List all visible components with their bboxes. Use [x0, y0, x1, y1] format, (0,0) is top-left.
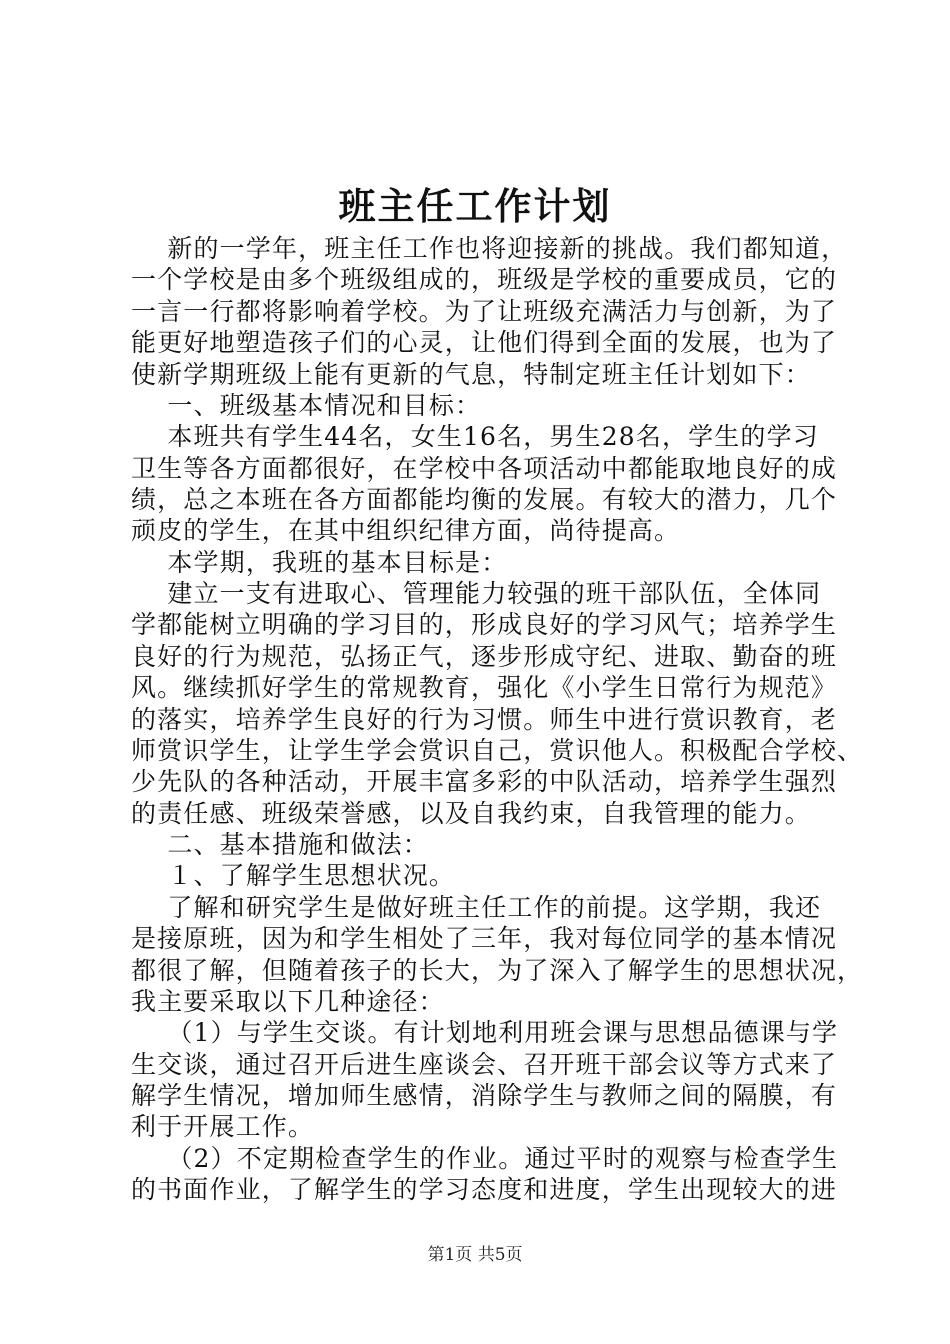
document-title: 班主任工作计划 [338, 184, 612, 228]
text-line: 我主要采取以下几种途径： [131, 987, 445, 1016]
text-line: 一个学校是由多个班级组成的，班级是学校的重要成员，它的 [131, 265, 838, 294]
text-line: 能更好地塑造孩子们的心灵，让他们得到全面的发展，也为了 [131, 328, 838, 357]
text-line: 少先队的各种活动，开展丰富多彩的中队活动，培养学生强烈 [131, 767, 838, 796]
text-line: 本班共有学生44名，女生16名，男生28名，学生的学习 [131, 422, 819, 451]
text-line: 一、班级基本情况和目标： [131, 391, 482, 420]
text-line: （1）与学生交谈。有计划地利用班会课与思想品德课与学 [131, 1018, 839, 1047]
text-line: 绩，总之本班在各方面都能均衡的发展。有较大的潜力，几个 [131, 485, 838, 514]
text-line: 是接原班，因为和学生相处了三年，我对每位同学的基本情况 [131, 924, 838, 953]
text-line: 风。继续抓好学生的常规教育，强化《小学生日常行为规范》 [131, 673, 838, 702]
text-line: １、了解学生思想状况。 [131, 861, 456, 890]
text-line: 的落实，培养学生良好的行为习惯。师生中进行赏识教育，老 [131, 705, 838, 734]
text-line: 二、基本措施和做法： [131, 830, 429, 859]
text-line: 新的一学年，班主任工作也将迎接新的挑战。我们都知道， [131, 234, 848, 263]
text-line: 卫生等各方面都很好，在学校中各项活动中都能取地良好的成 [131, 454, 838, 483]
text-line: 使新学期班级上能有更新的气息，特制定班主任计划如下： [131, 360, 811, 389]
text-line: 本学期，我班的基本目标是： [131, 548, 508, 577]
text-line: 顽皮的学生，在其中组织纪律方面，尚待提高。 [131, 516, 681, 545]
text-line: 了解和研究学生是做好班主任工作的前提。这学期，我还 [131, 893, 822, 922]
text-line: 学都能树立明确的学习目的，形成良好的学习风气；培养学生 [131, 610, 838, 639]
text-line: （2）不定期检查学生的作业。通过平时的观察与检查学生 [131, 1144, 839, 1173]
text-line: 都很了解，但随着孩子的长大，为了深入了解学生的思想状况， [131, 956, 864, 985]
text-line: 生交谈，通过召开后进生座谈会、召开班干部会议等方式来了 [131, 1050, 838, 1079]
text-line: 建立一支有进取心、管理能力较强的班干部队伍，全体同 [131, 579, 822, 608]
text-line: 师赏识学生，让学生学会赏识自己，赏识他人。积极配合学校、 [131, 736, 864, 765]
text-line: 利于开展工作。 [131, 1112, 315, 1141]
text-line: 的书面作业，了解学生的学习态度和进度，学生出现较大的进 [131, 1175, 838, 1204]
text-line: 良好的行为规范，弘扬正气，逐步形成守纪、进取、勤奋的班 [131, 642, 838, 671]
text-line: 一言一行都将影响着学校。为了让班级充满活力与创新，为了 [131, 297, 838, 326]
text-line: 解学生情况，增加师生感情，消除学生与教师之间的隔膜，有 [131, 1081, 838, 1110]
text-line: 的责任感、班级荣誉感，以及自我约束，自我管理的能力。 [131, 799, 811, 828]
page-footer: 第1页 共5页 [427, 1245, 523, 1265]
